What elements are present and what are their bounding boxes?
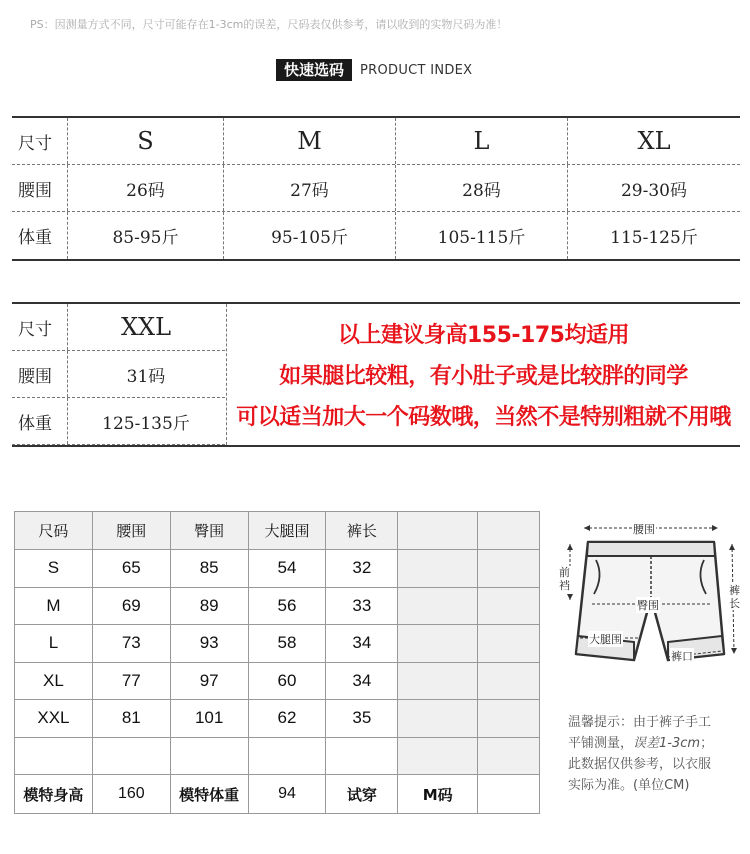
table-cell	[248, 737, 326, 775]
table-cell	[398, 625, 478, 663]
table-cell: 93	[170, 625, 248, 663]
advice-line: 如果腿比较粗，有小肚子或是比较胖的同学	[279, 364, 688, 389]
hip-label: 臀围	[637, 599, 659, 612]
table-cell: XXL	[15, 700, 93, 738]
row-label: 腰围	[12, 351, 68, 397]
table-cell: 34	[326, 625, 398, 663]
table-cell	[478, 550, 540, 588]
table-cell	[170, 737, 248, 775]
measurement-tips	[568, 712, 744, 796]
tips-line	[568, 733, 744, 754]
waist-cell: 28码	[396, 165, 568, 211]
tips-line: 实际为准。(单位CM)	[568, 778, 690, 793]
table-cell: 大腿围	[248, 512, 326, 550]
length-label: 裤 长	[729, 584, 740, 610]
weight-cell: 105-115斤	[396, 212, 568, 259]
size-cell: S	[68, 118, 224, 164]
size-advice-note	[226, 304, 740, 445]
table-cell: M	[15, 587, 93, 625]
table-cell: 60	[248, 662, 326, 700]
table-cell: 54	[248, 550, 326, 588]
quick-size-table-2	[12, 302, 740, 447]
table-row	[15, 700, 540, 738]
table-cell	[92, 737, 170, 775]
table-cell: 尺码	[15, 512, 93, 550]
table-cell: 试穿	[326, 775, 398, 814]
table-cell: 腰围	[92, 512, 170, 550]
weight-row	[12, 212, 740, 259]
table-cell: 69	[92, 587, 170, 625]
table-cell: 85	[170, 550, 248, 588]
table-cell: 35	[326, 700, 398, 738]
table-cell	[478, 775, 540, 814]
table-cell: 81	[92, 700, 170, 738]
tips-line: 此数据仅供参考，以衣服	[568, 757, 712, 772]
table-cell	[398, 662, 478, 700]
product-index-title	[276, 58, 472, 82]
table-cell: XL	[15, 662, 93, 700]
table-cell	[478, 662, 540, 700]
table-cell	[15, 737, 93, 775]
table-cell: 97	[170, 662, 248, 700]
table-cell	[478, 625, 540, 663]
table-cell: L	[15, 625, 93, 663]
table-cell	[398, 587, 478, 625]
hem-label: 裤口	[671, 650, 693, 663]
table-cell: 77	[92, 662, 170, 700]
size-cell: M	[224, 118, 396, 164]
table-cell: 101	[170, 700, 248, 738]
row-label: 体重	[12, 212, 68, 259]
front-rise-label: 前 裆	[559, 566, 570, 592]
advice-line: 可以适当加大一个码数哦，当然不是特别粗就不用哦	[236, 405, 731, 430]
table-row	[15, 662, 540, 700]
table-cell	[478, 737, 540, 775]
waist-label: 腰围	[633, 523, 655, 536]
header-row	[15, 512, 540, 550]
size-cell: L	[396, 118, 568, 164]
table-cell	[478, 587, 540, 625]
table-cell: 94	[248, 775, 326, 814]
table-cell: 臀围	[170, 512, 248, 550]
table-cell	[398, 737, 478, 775]
weight-cell: 115-125斤	[610, 228, 698, 248]
table-cell: 34	[326, 662, 398, 700]
shorts-measurement-diagram	[554, 514, 744, 694]
waist-cell: 27码	[224, 165, 396, 211]
table-row	[15, 625, 540, 663]
table-cell: 模特体重	[170, 775, 248, 814]
table-cell: 73	[92, 625, 170, 663]
model-info-row	[15, 775, 540, 814]
table-cell	[398, 512, 478, 550]
advice-line: 以上建议身高155-175均适用	[338, 323, 629, 348]
table-cell	[478, 700, 540, 738]
table-row	[15, 587, 540, 625]
table-row	[15, 737, 540, 775]
row-label: 尺寸	[12, 304, 68, 350]
quick-size-table-1	[12, 116, 740, 261]
table-cell	[326, 737, 398, 775]
tips-error-range: 误差1-3cm	[633, 736, 701, 751]
table-cell: 裤长	[326, 512, 398, 550]
table-cell: 33	[326, 587, 398, 625]
thigh-label: 大腿围	[589, 633, 622, 646]
tips-text: ；	[700, 736, 714, 751]
weight-cell: 125-135斤	[102, 413, 190, 434]
waist-row	[12, 165, 740, 212]
table-cell	[478, 512, 540, 550]
table-cell: 模特身高	[15, 775, 93, 814]
table-cell	[398, 550, 478, 588]
index-title-en: PRODUCT INDEX	[360, 62, 473, 78]
index-title-cn: 快速选码	[276, 59, 352, 81]
waist-cell: 31码	[126, 366, 166, 387]
row-label: 腰围	[12, 165, 68, 211]
row-label: 体重	[12, 398, 68, 444]
table-cell	[398, 700, 478, 738]
waist-cell: 26码	[68, 165, 224, 211]
size-cell: XXL	[120, 313, 172, 341]
table-cell: M码	[398, 775, 478, 814]
waist-cell: 29-30码	[620, 180, 687, 201]
row-label: 尺寸	[12, 118, 68, 164]
tips-text: 平铺测量，	[568, 736, 634, 751]
measurement-table	[14, 511, 540, 814]
size-row	[12, 118, 740, 165]
weight-cell: 85-95斤	[68, 212, 224, 259]
ps-note: PS：因测量方式不同，尺寸可能存在1-3cm的误差，尺码表仅供参考，请以收到的实物尺码为准！	[30, 18, 508, 31]
table-cell: 89	[170, 587, 248, 625]
table-cell: 160	[92, 775, 170, 814]
table-cell: 32	[326, 550, 398, 588]
weight-cell: 95-105斤	[224, 212, 396, 259]
table-cell: 56	[248, 587, 326, 625]
tips-line: 温馨提示：由于裤子手工	[568, 715, 712, 730]
table-cell: 65	[92, 550, 170, 588]
table-cell: 62	[248, 700, 326, 738]
table-cell: S	[15, 550, 93, 588]
table-row	[15, 550, 540, 588]
table-cell: 58	[248, 625, 326, 663]
size-cell: XL	[637, 127, 671, 155]
